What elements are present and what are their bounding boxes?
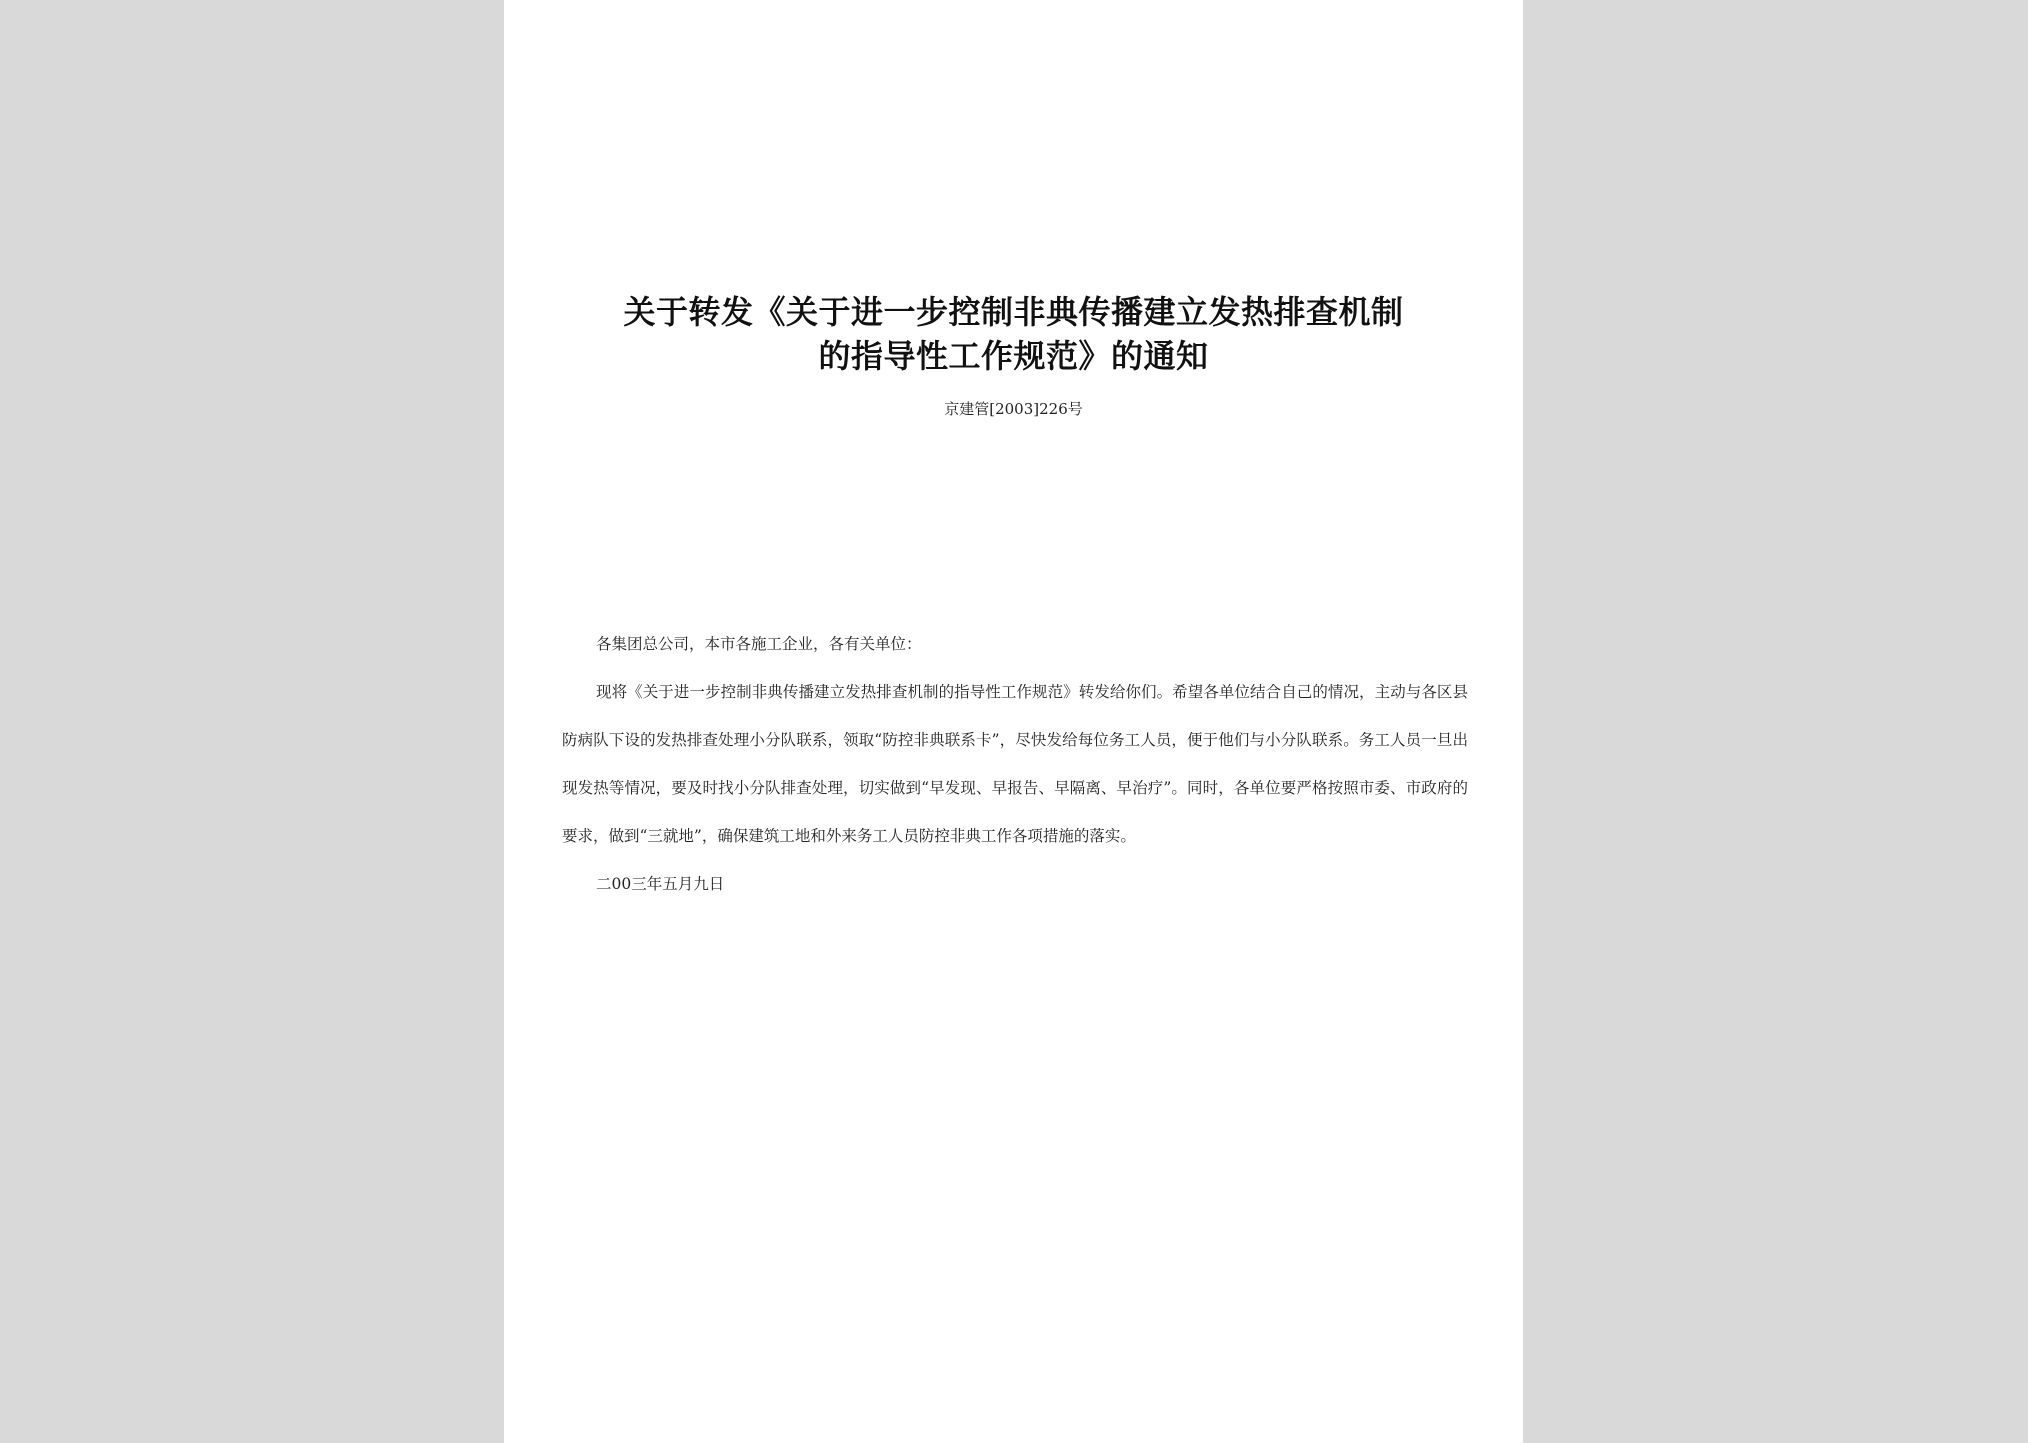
document-title: [504, 290, 1523, 378]
document-number: 京建管[2003]226号: [944, 400, 1083, 418]
title-line-2: 的指导性工作规范》的通知: [818, 337, 1209, 375]
title-line-1: 关于转发《关于进一步控制非典传播建立发热排查机制: [623, 293, 1404, 331]
document-date: 二00三年五月九日: [596, 875, 725, 893]
salutation: 各集团总公司，本市各施工企业，各有关单位：: [596, 635, 922, 653]
body-paragraph: 现将《关于进一步控制非典传播建立发热排查机制的指导性工作规范》转发给你们。希望各单位结合自己的情况，主动与各区县防病队下设的发热排查处理小分队联系，领取“防控非典联系卡”，尽快发给每位务工人员，便于他们与小分队联系。务工人员一旦出现发热等情况，要及时找小分队排查处理，切实做到“早发现、早报告、早隔离、早治疗”。同时，各单位要严格按照市委、市政府的要求，做到“三就地”，确保建筑工地和外来务工人员防控非典工作各项措施的落实。: [562, 683, 1468, 845]
document-body: [562, 620, 1468, 908]
document-page: [504, 0, 1523, 1443]
